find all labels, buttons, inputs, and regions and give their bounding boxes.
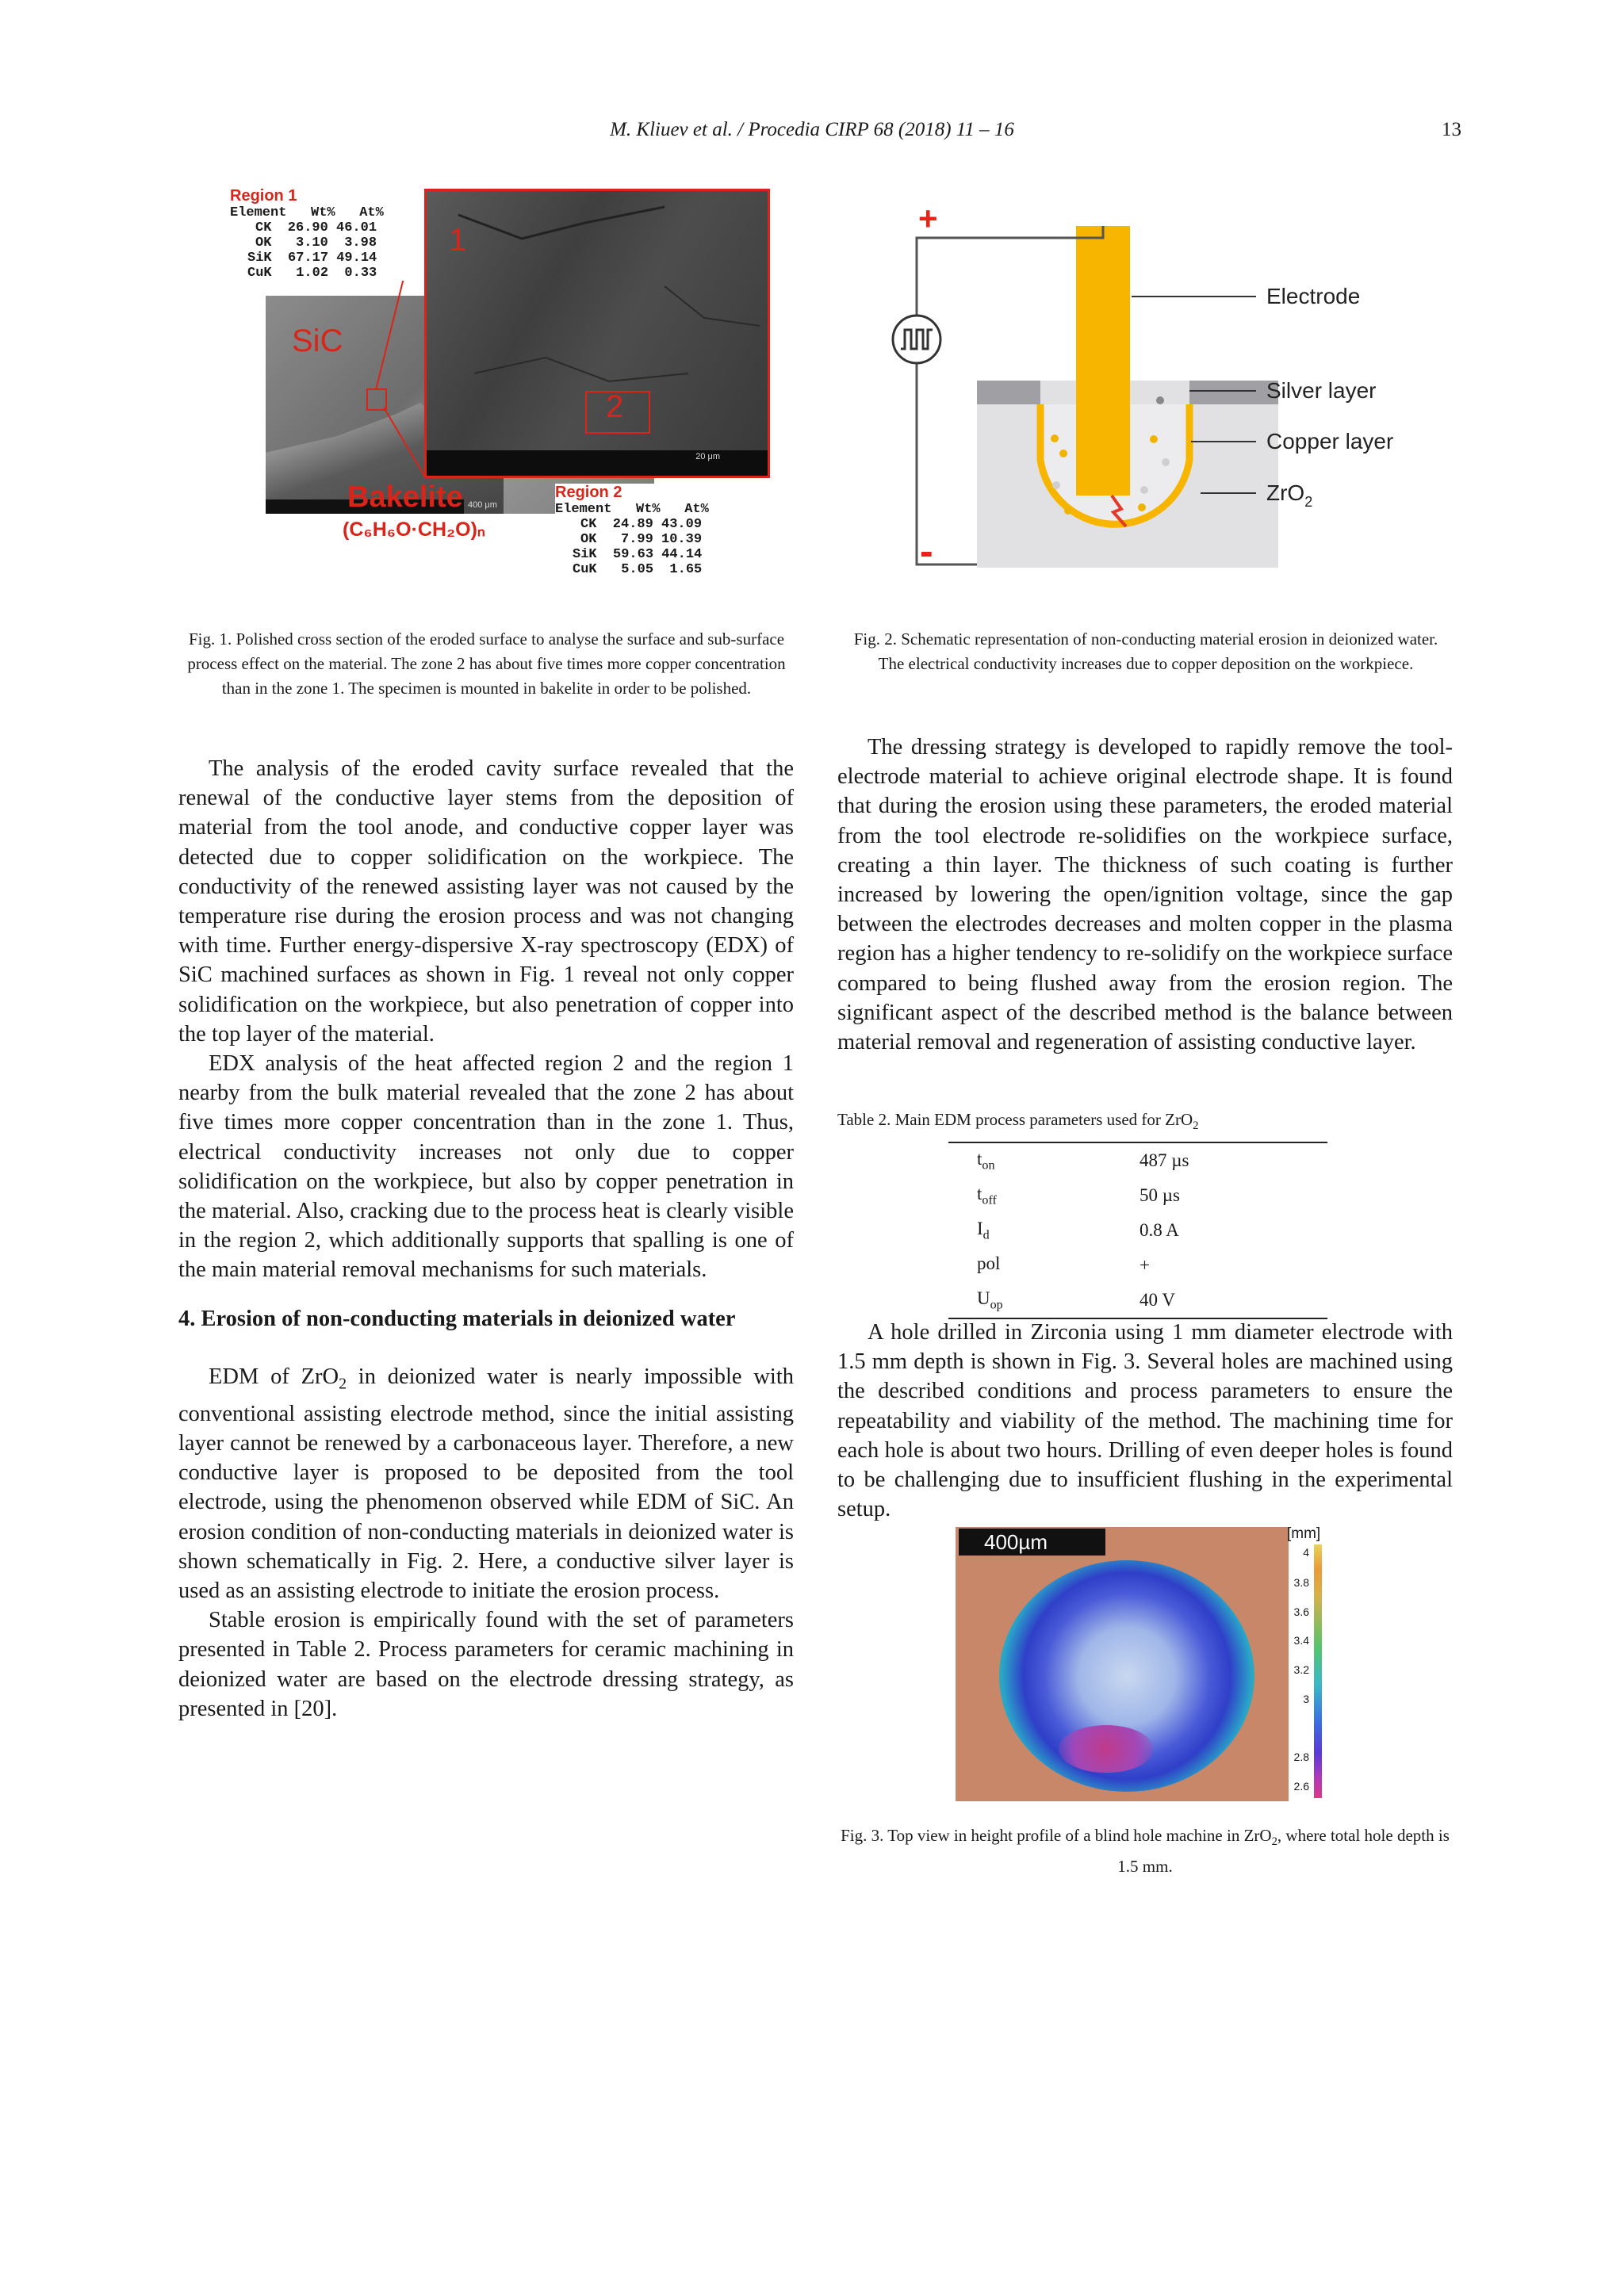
figure-2 (872, 198, 1491, 595)
fig3-caption: Fig. 3. Top view in height profile of a blind hole machine in ZrO$_2$, where total hole depth is 1.5 mm. (841, 1826, 1450, 1877)
region1-title: Region 1 (230, 187, 297, 205)
table-row: $U_{op}$ 40 V (977, 1288, 1175, 1312)
label-silver-layer: Silver layer (1266, 378, 1377, 403)
copper-particle (1064, 507, 1072, 515)
zone1-label: 1 (449, 223, 467, 258)
fig1-caption: Fig. 1. Polished cross section of the eroded surface to analyse the surface and sub-surface process effect on the material. The zone 2 has about five times more copper concentration than in the zone 1. The specimen is mounted in bakelite in order to be polished. (187, 629, 786, 698)
label-copper-layer: Copper layer (1266, 429, 1394, 453)
table-row: pol + (977, 1253, 1150, 1275)
region2-row: OK 7.99 10.39 (580, 532, 703, 547)
region2-row: CK 24.89 43.09 (580, 517, 703, 532)
label-electrode: Electrode (1266, 284, 1361, 308)
region2-title: Region 2 (555, 484, 622, 501)
region1-row: SiK 67.17 49.14 (247, 251, 377, 266)
colorbar-tick: 3.6 (1293, 1605, 1309, 1618)
region2-row: SiK 59.63 44.14 (573, 547, 703, 562)
minus-sign: - (920, 529, 933, 573)
colorbar-tick: 2.8 (1293, 1751, 1309, 1763)
zro2-particle (1140, 486, 1148, 494)
section-heading: 4. Erosion of non-conducting materials in deionized water (178, 1306, 736, 1331)
colorbar-unit: [mm] (1287, 1525, 1321, 1542)
circuit-wire-top (917, 226, 1103, 316)
colorbar-tick: 3.4 (1293, 1634, 1309, 1647)
fig2-caption: Fig. 2. Schematic representation of non-conducting material erosion in deionized water. The electrical conductivity increases due to copper deposition on the workpiece. (853, 629, 1438, 673)
bakelite-formula: (C₆H₆O·CH₂O)ₙ (343, 519, 485, 541)
paragraph: The dressing strategy is developed to rapidly remove the tool-electrode material to achieve original electrode shape. It is found that during the erosion using these parameters, the eroded material from the tool electrode re-solidifies on the workpiece surface, creating a thin layer. The thickness of such coating is further increased by lowering the open/ignition voltage, since the gap between the electrodes decreases and molten copper in the plasma region has a higher tendency to re-solidify on the workpiece surface compared to being flushed away from the erosion region. The significant aspect of the described method is the balance between material removal and regeneration of assisting conductive layer. (837, 735, 1453, 1055)
sem-inset (424, 189, 770, 478)
figure-1 (230, 189, 769, 589)
bakelite-label: Bakelite (347, 480, 463, 514)
silver-particle (1156, 396, 1164, 404)
right-column-2 (837, 1318, 1453, 1524)
zone2-label: 2 (606, 389, 624, 424)
main-scalebar: 400 μm (468, 500, 497, 510)
region2-table (555, 484, 737, 577)
region1-row: OK 3.10 3.98 (255, 235, 377, 251)
colorbar (1314, 1544, 1322, 1798)
plus-sign: + (918, 200, 938, 237)
paragraph: Stable erosion is empirically found with the set of parameters presented in Table 2. Process parameters for ceramic machining in deionized water are based on the electrode dressing strategy, as presented in [20]. (178, 1608, 794, 1721)
paragraph: EDX analysis of the heat affected region 2 and the region 1 nearby from the bulk material revealed that the zone 2 has about five times more copper concentration than in the zone 1. Thus, electrical conductivity increases not only due to copper solidification on the workpiece, but also by copper penetration in the material. Also, cracking due to the process heat is clearly visible in the region 2, which additionally supports that spalling is one of the main material removal mechanisms for such materials. (178, 1051, 794, 1283)
region2-header: Element Wt% At% (555, 502, 709, 517)
region1-table (230, 187, 424, 281)
colorbar-tick: 3 (1303, 1693, 1309, 1705)
zro2-particle (1162, 458, 1170, 466)
table2 (948, 1142, 1327, 1319)
copper-particle (1138, 503, 1146, 511)
paragraph: A hole drilled in Zirconia using 1 mm diameter electrode with 1.5 mm depth is shown in Fig. 3. Several holes are machined using the described conditions and process parameters to ensure the repeatability and viability of the method. The machining time for each hole is about two hours. Drilling of even deeper holes is found to be challenging due to insufficient flushing in the experimental setup. (837, 1320, 1453, 1522)
table-row: $I_d$ 0.8 A (977, 1218, 1179, 1242)
colorbar-tick: 4 (1303, 1546, 1309, 1559)
table-row: $t_{on}$ 487 µs (977, 1148, 1189, 1173)
electrode (1076, 226, 1130, 496)
running-title: M. Kliuev et al. / Procedia CIRP 68 (2018) 11 – 16 (610, 119, 1014, 140)
colorbar-ticks (1284, 1544, 1312, 1798)
page-number: 13 (1442, 119, 1461, 140)
region1-header: Element Wt% At% (230, 205, 384, 220)
copper-particle (1051, 434, 1059, 442)
sic-label: SiC (292, 323, 343, 358)
figure-3 (956, 1527, 1332, 1801)
region1-row: CuK 1.02 0.33 (247, 266, 377, 281)
copper-particle (1059, 450, 1067, 457)
height-profile-image (956, 1527, 1289, 1801)
colorbar-tick: 2.6 (1293, 1780, 1309, 1793)
left-column (178, 754, 794, 1724)
colorbar-tick: 3.8 (1293, 1576, 1309, 1589)
right-column (837, 733, 1453, 1057)
table2-caption: Table 2. Main EDM process parameters used for ZrO$_2$ (837, 1110, 1199, 1133)
paragraph: The analysis of the eroded cavity surface revealed that the renewal of the conductive layer stems from the deposition of material from the tool anode, and conductive copper layer was detected due to copper solidification on the workpiece. The conductivity of the renewed assisting layer was not caused by the temperature rise during the erosion process and was not changing with time. Further energy-dispersive X-ray spectroscopy (EDX) of SiC machined surfaces as shown in Fig. 1 reveal not only copper solidification on the workpiece, but also penetration of copper into the top layer of the material. (178, 756, 794, 1047)
zro2-particle (1052, 481, 1060, 489)
paragraph: EDM of ZrO$_2$ in deionized water is nearly impossible with conventional assisting electrode method, since the initial assisting layer cannot be renewed by a carbonaceous layer. Therefore, a new conductive layer is proposed to be deposited from the tool electrode, using the phenomenon observed while EDM of SiC. An erosion condition of non-conducting materials in deionized water is shown schematically in Fig. 2. Here, a conductive silver layer is used as an assisting electrode to initiate the erosion process. (178, 1364, 794, 1603)
copper-particle (1150, 435, 1158, 443)
silver-layer-right (1189, 381, 1278, 404)
table-row: $t_{off}$ 50 µs (977, 1183, 1180, 1207)
colorbar-tick: 3.2 (1293, 1663, 1309, 1676)
region1-row: CK 26.90 46.01 (255, 220, 377, 235)
inset-info-bar (427, 450, 768, 476)
region2-row: CuK 5.05 1.65 (573, 562, 703, 577)
label-zro2: ZrO$_2$ (1266, 480, 1313, 510)
silver-layer-left (977, 381, 1040, 404)
scalebar-box: 400µm (959, 1529, 1105, 1556)
inset-scalebar: 20 μm (695, 452, 720, 461)
